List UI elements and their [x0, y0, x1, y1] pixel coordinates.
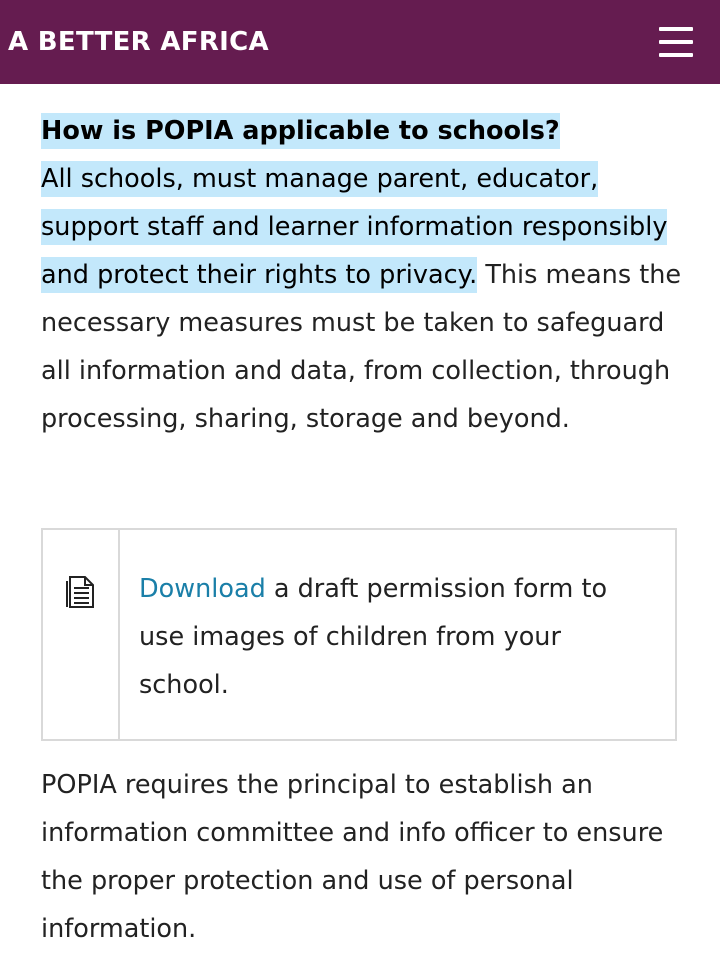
question-heading: How is POPIA applicable to schools? — [41, 116, 560, 146]
site-header — [0, 0, 720, 84]
menu-bar — [659, 27, 693, 31]
document-icon — [66, 575, 96, 609]
download-link[interactable]: Download — [139, 574, 266, 604]
hamburger-menu-icon[interactable] — [656, 23, 698, 63]
closing-paragraph: POPIA requires the principal to establish an information committee and info officer to ensure the proper protection and use of personal information. — [41, 770, 664, 944]
download-callout — [41, 528, 677, 741]
answer-text: This means the necessary measures must be taken to safeguard all information and data, from collection, through processing, sharing, storage and beyond. — [41, 260, 682, 434]
callout-divider — [118, 530, 120, 739]
menu-bar — [659, 53, 693, 57]
highlighted-answer: All schools, must manage parent, educator, support staff and learner information responsibly and protect their rights to privacy. — [41, 164, 668, 290]
intro-paragraph — [41, 107, 691, 443]
site-logo[interactable]: A BETTER AFRICA — [8, 27, 269, 57]
download-text — [139, 565, 649, 709]
menu-bar — [659, 40, 693, 44]
download-description: a draft permission form to use images of children from your school. — [139, 574, 608, 700]
